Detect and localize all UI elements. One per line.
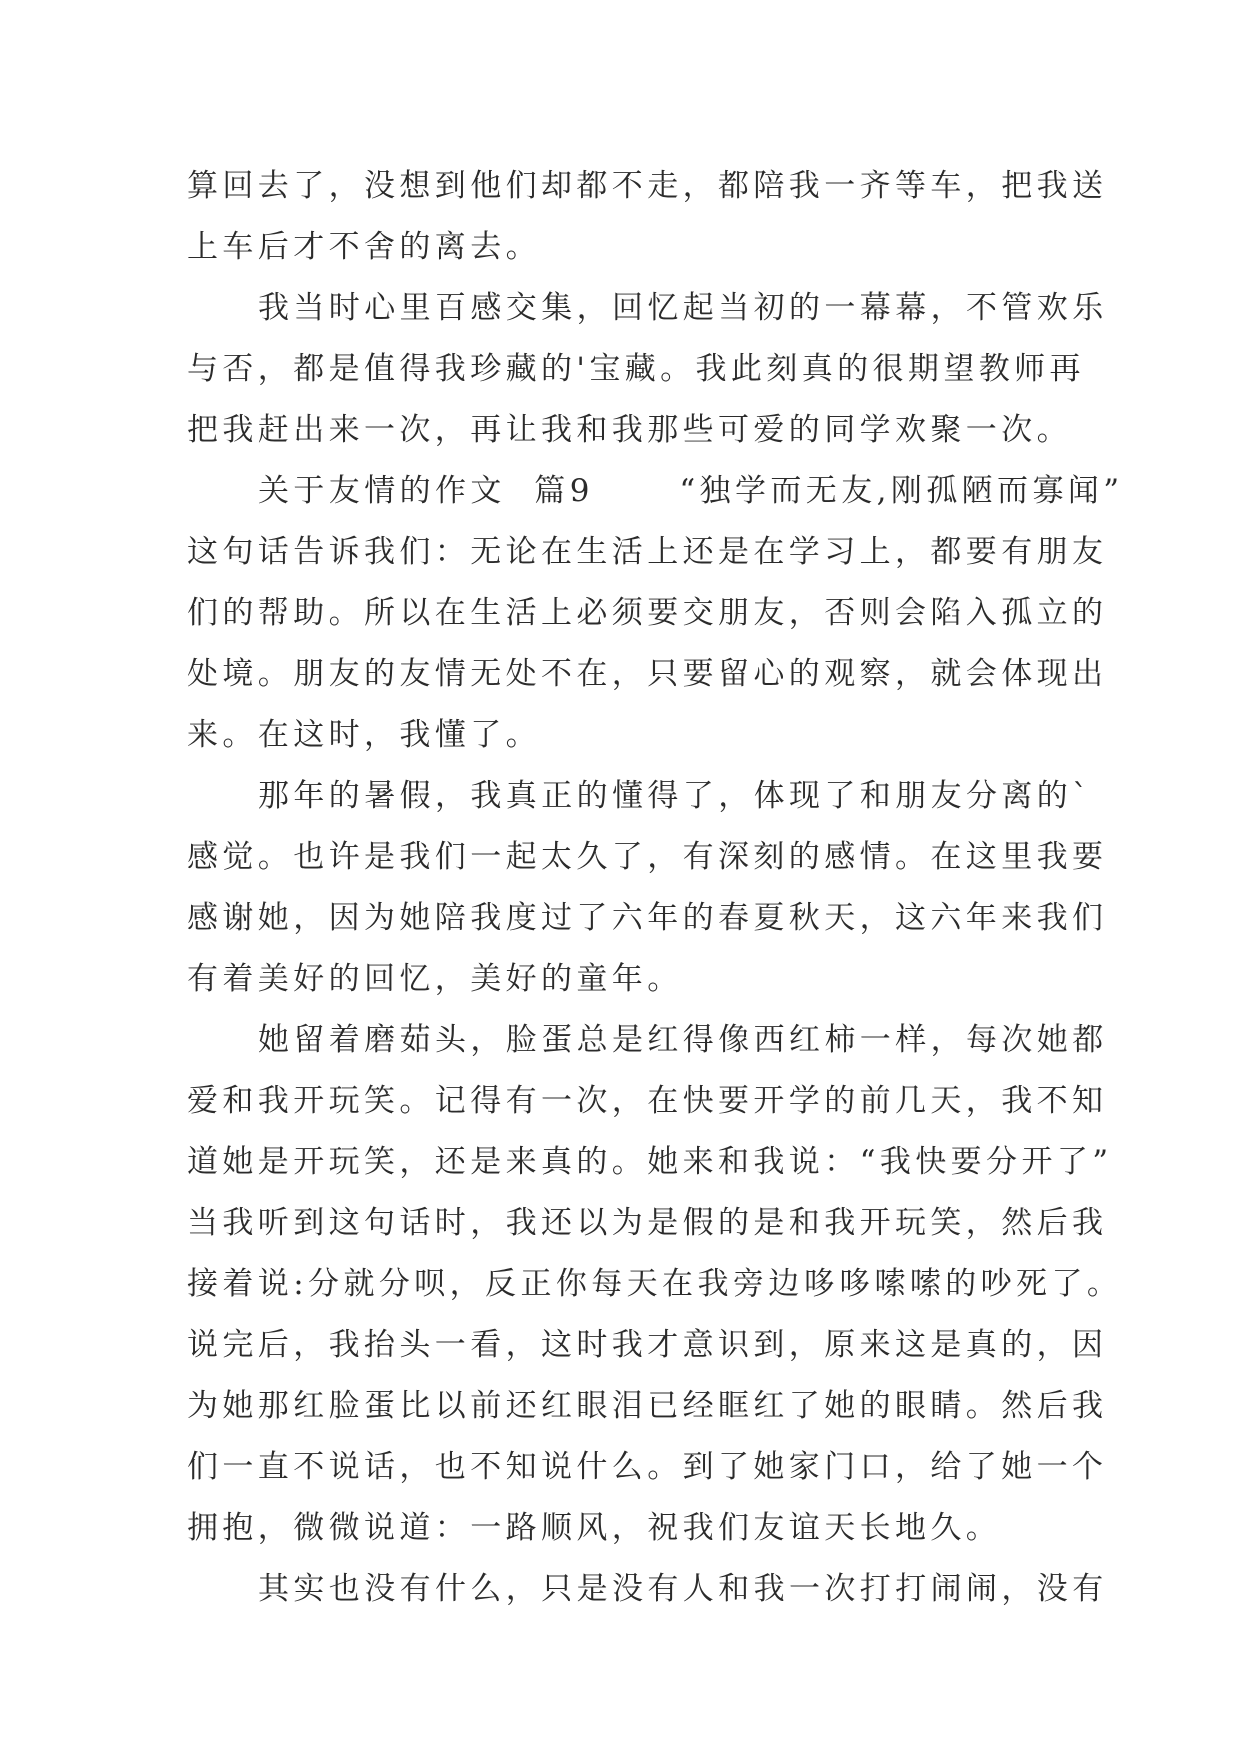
section-heading-line: 关于友情的作文 篇9 “独学而无友,刚孤陋而寡闻” — [258, 473, 1124, 509]
text-line: 与否，都是值得我珍藏的'宝藏。我此刻真的很期望教师再 — [187, 351, 1085, 387]
text-line: 处境。朋友的友情无处不在，只要留心的观察，就会体现出 — [187, 656, 1108, 692]
text-line: 有着美好的回忆，美好的童年。 — [187, 961, 683, 997]
text-line: 感谢她，因为她陪我度过了六年的春夏秋天，这六年来我们 — [187, 900, 1108, 936]
text-line: 当我听到这句话时，我还以为是假的是和我开玩笑，然后我 — [187, 1205, 1108, 1241]
text-line: 们的帮助。所以在生活上必须要交朋友，否则会陷入孤立的 — [187, 595, 1108, 631]
paragraph-start-line: 其实也没有什么，只是没有人和我一次打打闹闹，没有 — [258, 1571, 1108, 1607]
text-line: 算回去了，没想到他们却都不走，都陪我一齐等车，把我送 — [187, 168, 1108, 204]
text-line: 说完后，我抬头一看，这时我才意识到，原来这是真的，因 — [187, 1327, 1108, 1363]
text-line: 感觉。也许是我们一起太久了，有深刻的感情。在这里我要 — [187, 839, 1108, 875]
text-line: 为她那红脸蛋比以前还红眼泪已经眶红了她的眼睛。然后我 — [187, 1388, 1108, 1424]
text-line: 拥抱，微微说道：一路顺风，祝我们友谊天长地久。 — [187, 1510, 1002, 1546]
paragraph-start-line: 我当时心里百感交集，回忆起当初的一幕幕，不管欢乐 — [258, 290, 1108, 326]
paragraph-start-line: 她留着磨茹头，脸蛋总是红得像西红柿一样，每次她都 — [258, 1022, 1108, 1058]
essay-text — [187, 156, 1124, 1620]
text-line: 道她是开玩笑，还是来真的。她来和我说：“我快要分开了” — [187, 1144, 1113, 1180]
text-line: 上车后才不舍的离去。 — [187, 229, 541, 265]
paragraph-start-line: 那年的暑假，我真正的懂得了，体现了和朋友分离的` — [258, 778, 1093, 814]
text-line: 把我赶出来一次，再让我和我那些可爱的同学欢聚一次。 — [187, 412, 1072, 448]
text-line: 们一直不说话，也不知说什么。到了她家门口，给了她一个 — [187, 1449, 1108, 1485]
text-line: 接着说:分就分呗，反正你每天在我旁边哆哆嗦嗦的吵死了。 — [187, 1266, 1123, 1302]
text-line: 爱和我开玩笑。记得有一次，在快要开学的前几天，我不知 — [187, 1083, 1108, 1119]
text-line: 来。在这时，我懂了。 — [187, 717, 541, 753]
text-line: 这句话告诉我们：无论在生活上还是在学习上，都要有朋友 — [187, 534, 1108, 570]
